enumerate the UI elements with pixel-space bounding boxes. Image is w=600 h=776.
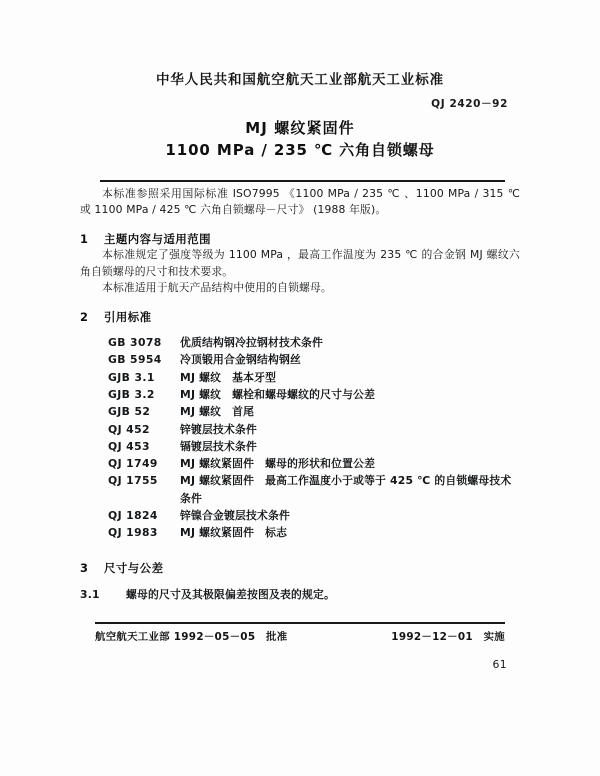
list-item bbox=[80, 455, 520, 472]
referenced-standards-list bbox=[80, 334, 520, 542]
reference-code: GJB 3.1 bbox=[108, 370, 155, 384]
reference-title: MJ 螺纹 螺栓和螺母螺纹的尺寸与公差 bbox=[180, 387, 376, 401]
section-number-1: 1 bbox=[80, 232, 89, 247]
standard-number: QJ 2420－92 bbox=[431, 98, 508, 110]
reference-code: QJ 1755 bbox=[108, 474, 158, 488]
reference-title: 冷顶锻用合金钢结构钢丝 bbox=[180, 353, 301, 367]
section-1-paragraph-1: 本标准规定了强度等级为 1100 MPa ，最高工作温度为 235 ℃ 的合金钢 MJ 螺纹六角自锁螺母的尺寸和技术要求。 bbox=[80, 248, 520, 278]
document-body bbox=[80, 186, 520, 603]
section-title-2: 引用标准 bbox=[104, 310, 152, 325]
header-divider-rule bbox=[100, 180, 505, 182]
section-heading-1 bbox=[80, 231, 520, 247]
reference-code: GB 5954 bbox=[108, 353, 162, 367]
section-title-1: 主题内容与适用范围 bbox=[104, 232, 212, 247]
reference-code: GJB 3.2 bbox=[108, 387, 155, 401]
clause-3-1 bbox=[80, 587, 520, 603]
page-footer bbox=[95, 628, 505, 643]
footer-divider-rule bbox=[95, 622, 505, 624]
list-item bbox=[80, 351, 520, 368]
page-number: 61 bbox=[492, 658, 507, 671]
section-number-2: 2 bbox=[80, 310, 89, 325]
masthead-issuing-authority: 中华人民共和国航空航天工业部航天工业标准 bbox=[156, 72, 444, 88]
clause-text: 螺母的尺寸及其极限偏差按图及表的规定。 bbox=[126, 587, 335, 601]
reference-title: MJ 螺纹紧固件 标志 bbox=[180, 526, 288, 540]
reference-code: GB 3078 bbox=[108, 336, 162, 350]
clause-number: 3.1 bbox=[80, 587, 100, 601]
footer-effective-text: 1992－12－01 实施 bbox=[391, 631, 505, 643]
list-item bbox=[80, 472, 520, 507]
reference-title: 优质结构钢冷拉钢材技术条件 bbox=[180, 336, 323, 350]
list-item bbox=[80, 421, 520, 438]
reference-title: MJ 螺纹紧固件 最高工作温度小于或等于 425 ℃ 的自锁螺母技术条件 bbox=[180, 474, 512, 505]
page-title bbox=[0, 118, 600, 162]
section-1-paragraph-2: 本标准适用于航天产品结构中使用的自锁螺母。 bbox=[102, 280, 332, 294]
list-item bbox=[80, 334, 520, 351]
reference-code: QJ 1983 bbox=[108, 526, 158, 540]
section-title-3: 尺寸与公差 bbox=[104, 560, 164, 575]
section-heading-2 bbox=[80, 309, 520, 325]
reference-title: 锌镀层技术条件 bbox=[180, 422, 257, 436]
reference-code: QJ 1824 bbox=[108, 508, 158, 522]
reference-title: 镉镀层技术条件 bbox=[180, 439, 257, 453]
list-item bbox=[80, 507, 520, 524]
list-item bbox=[80, 403, 520, 420]
list-item bbox=[80, 524, 520, 541]
title-line-2: 1100 MPa / 235 ℃ 六角自锁螺母 bbox=[165, 141, 435, 159]
list-item bbox=[80, 369, 520, 386]
list-item bbox=[80, 386, 520, 403]
reference-title: MJ 螺纹 首尾 bbox=[180, 405, 255, 419]
intro-paragraph: 本标准参照采用国际标准 ISO7995 《1100 MPa / 235 ℃ 、1100 MPa / 315 ℃ 或 1100 MPa / 425 ℃ 六角自锁螺母－尺寸》 (1988 年版)。 bbox=[80, 187, 520, 217]
reference-code: QJ 452 bbox=[108, 422, 150, 436]
title-line-1: MJ 螺纹紧固件 bbox=[245, 119, 355, 137]
reference-code: GJB 52 bbox=[108, 405, 151, 419]
section-heading-3 bbox=[80, 560, 520, 576]
section-number-3: 3 bbox=[80, 560, 89, 575]
reference-code: QJ 453 bbox=[108, 439, 150, 453]
reference-title: MJ 螺纹 基本牙型 bbox=[180, 370, 277, 384]
reference-title: 锌镍合金镀层技术条件 bbox=[180, 508, 290, 522]
footer-approval-text: 航空航天工业部 1992－05－05 批准 bbox=[95, 631, 288, 643]
list-item bbox=[80, 438, 520, 455]
reference-title: MJ 螺纹紧固件 螺母的形状和位置公差 bbox=[180, 457, 376, 471]
reference-code: QJ 1749 bbox=[108, 457, 158, 471]
